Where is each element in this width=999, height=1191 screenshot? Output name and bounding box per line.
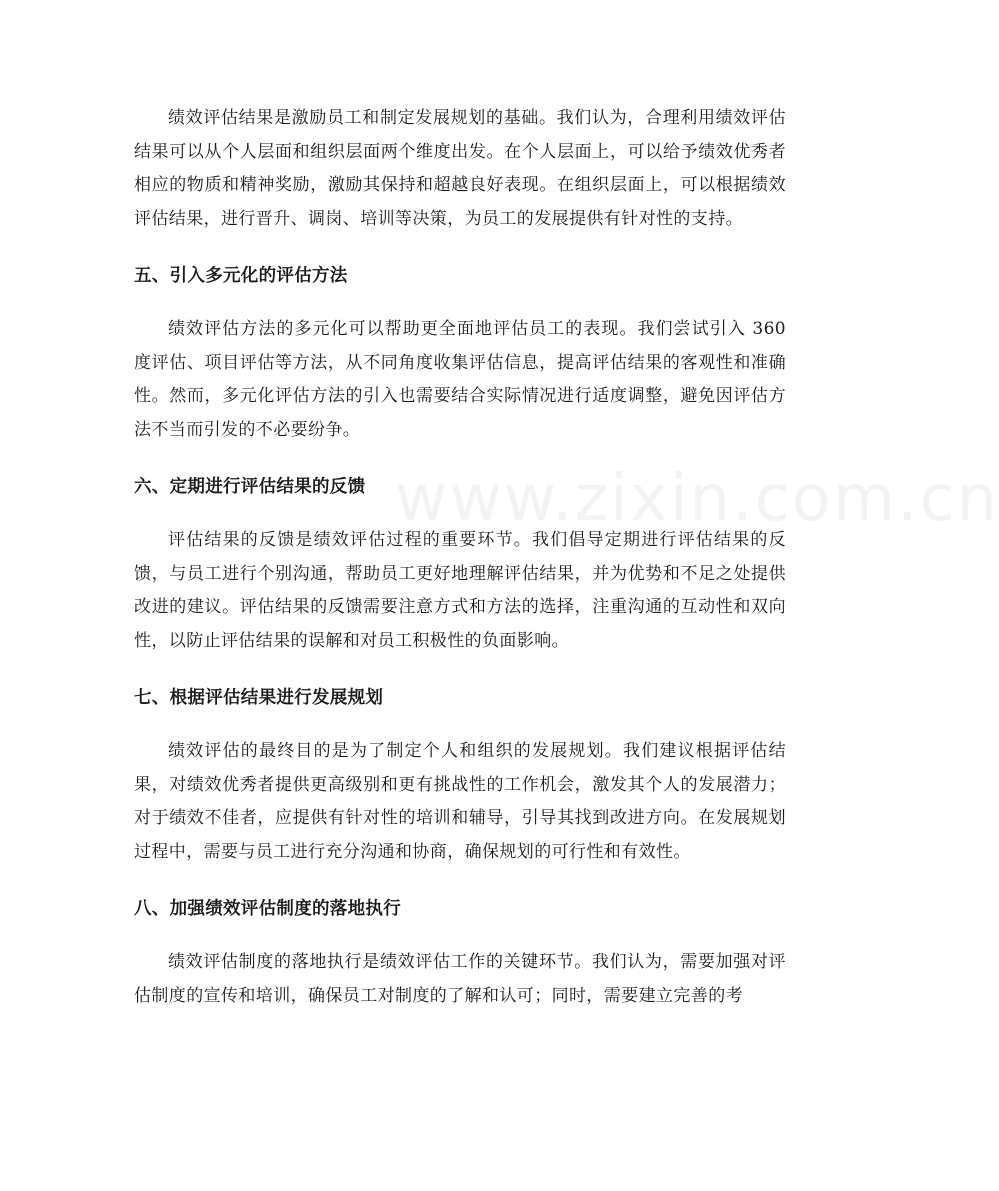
watermark: www.zixin.com.cn [395,462,999,536]
section-heading-7: 七、根据评估结果进行发展规划 [134,688,384,708]
section-heading-6: 六、定期进行评估结果的反馈 [134,477,366,497]
paragraph-section-8: 绩效评估制度的落地执行是绩效评估工作的关键环节。我们认为，需要加强对评估制度的宣传和培训，确保员工对制度的了解和认可；同时，需要建立完善的考 [134,952,786,1006]
paragraph-section-6: 评估结果的反馈是绩效评估过程的重要环节。我们倡导定期进行评估结果的反馈，与员工进行个别沟通，帮助员工更好地理解评估结果，并为优势和不足之处提供改进的建议。评估结果的反馈需要注意方式和方法的选择，注重沟通的互动性和双向性，以防止评估结果的误解和对员工积极性的负面影响。 [134,530,786,651]
paragraph-section-5: 绩效评估方法的多元化可以帮助更全面地评估员工的表现。我们尝试引入 360 度评估、项目评估等方法，从不同角度收集评估信息，提高评估结果的客观性和准确性。然而，多元化评估方法的引入也需要结合实际情况进行适度调整，避免因评估方法不当而引发的不必要纷争。 [134,319,786,440]
document-page [134,102,786,1013]
section-heading-8: 八、加强绩效评估制度的落地执行 [134,899,401,919]
paragraph-section-7: 绩效评估的最终目的是为了制定个人和组织的发展规划。我们建议根据评估结果，对绩效优秀者提供更高级别和更有挑战性的工作机会，激发其个人的发展潜力；对于绩效不佳者，应提供有针对性的培训和辅导，引导其找到改进方向。在发展规划过程中，需要与员工进行充分沟通和协商，确保规划的可行性和有效性。 [134,741,786,862]
paragraph-intro: 绩效评估结果是激励员工和制定发展规划的基础。我们认为，合理利用绩效评估结果可以从个人层面和组织层面两个维度出发。在个人层面上，可以给予绩效优秀者相应的物质和精神奖励，激励其保持和超越良好表现。在组织层面上，可以根据绩效评估结果，进行晋升、调岗、培训等决策，为员工的发展提供有针对性的支持。 [134,108,786,229]
section-heading-5: 五、引入多元化的评估方法 [134,266,348,286]
